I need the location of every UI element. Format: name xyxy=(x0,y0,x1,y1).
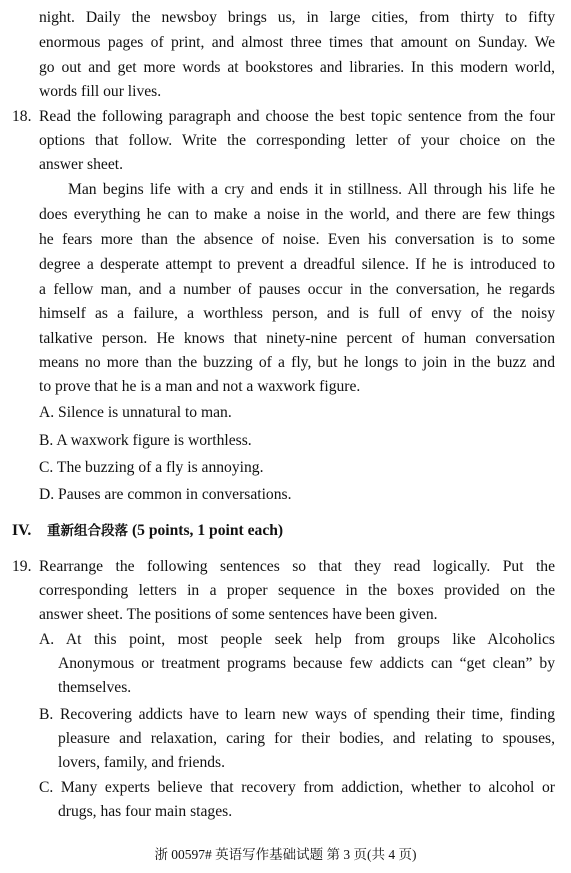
passage-line: talkative person. He knows that ninety-nine percent of human conversation xyxy=(39,330,555,347)
option-c: C. The buzzing of a fly is annoying. xyxy=(39,459,264,476)
passage-line: means no more than the buzzing of a fly, but he longs to join in the buzz and xyxy=(39,354,555,371)
section-roman: IV. xyxy=(12,522,32,539)
section-heading xyxy=(12,519,283,543)
question-number: 19. xyxy=(12,558,32,575)
option-d: D. Pauses are common in conversations. xyxy=(39,486,292,503)
sentence-line: drugs, has four main stages. xyxy=(58,803,233,820)
passage-line: himself as a failure, a worthless person, and is full of envy of the noisy xyxy=(39,305,555,322)
instruction-line: Read the following paragraph and choose the best topic sentence from the four xyxy=(39,108,555,125)
sentence-line: pleasure and relaxation, caring for their bodies, and relating to spouses, xyxy=(58,730,555,747)
page-footer: 浙 00597# 英语写作基础试题 第 3 页(共 4 页) xyxy=(154,847,417,862)
question-number: 18. xyxy=(12,108,32,125)
text-line: go out and get more words at bookstores and libraries. In this modern world, xyxy=(39,59,555,76)
passage-line: he fears more than the absence of noise. Even his conversation is to some xyxy=(39,231,555,248)
sentence-line: Anonymous or treatment programs because few addicts can “get clean” by xyxy=(58,655,555,672)
instruction-line: Rearrange the following sentences so that they read logically. Put the xyxy=(39,558,555,575)
option-a: A. Silence is unnatural to man. xyxy=(39,404,232,421)
passage-line: a fellow man, and a number of pauses occur in the conversation, he regards xyxy=(39,281,555,298)
passage-line: Man begins life with a cry and ends it in stillness. All through his life he xyxy=(68,181,555,198)
section-points: (5 points, 1 point each) xyxy=(131,522,284,539)
sentence-line: B. Recovering addicts have to learn new ways of spending their time, finding xyxy=(39,706,555,723)
section-title: 重新组合段落 xyxy=(47,523,129,539)
text-line: words fill our lives. xyxy=(39,83,162,100)
sentence-line: C. Many experts believe that recovery from addiction, whether to alcohol or xyxy=(39,779,555,796)
sentence-line: themselves. xyxy=(58,679,132,696)
sentence-line: lovers, family, and friends. xyxy=(58,754,226,771)
passage-line: degree a desperate attempt to prevent a dreadful silence. If he is introduced to xyxy=(39,256,555,273)
sentence-line: A. At this point, most people seek help from groups like Alcoholics xyxy=(39,631,555,648)
instruction-line: answer sheet. xyxy=(39,156,123,173)
instruction-line: corresponding letters in a proper sequence in the boxes provided on the xyxy=(39,582,555,599)
passage-line: does everything he can to make a noise in the world, and there are few things xyxy=(39,206,555,223)
passage-line: to prove that he is a man and not a waxwork figure. xyxy=(39,378,361,395)
instruction-line: answer sheet. The positions of some sentences have been given. xyxy=(39,606,438,623)
text-line: night. Daily the newsboy brings us, in large cities, from thirty to fifty xyxy=(39,9,555,26)
instruction-line: options that follow. Write the corresponding letter of your choice on the xyxy=(39,132,555,149)
option-b: B. A waxwork figure is worthless. xyxy=(39,432,252,449)
text-line: enormous pages of print, and almost three times that amount on Sunday. We xyxy=(39,34,555,51)
